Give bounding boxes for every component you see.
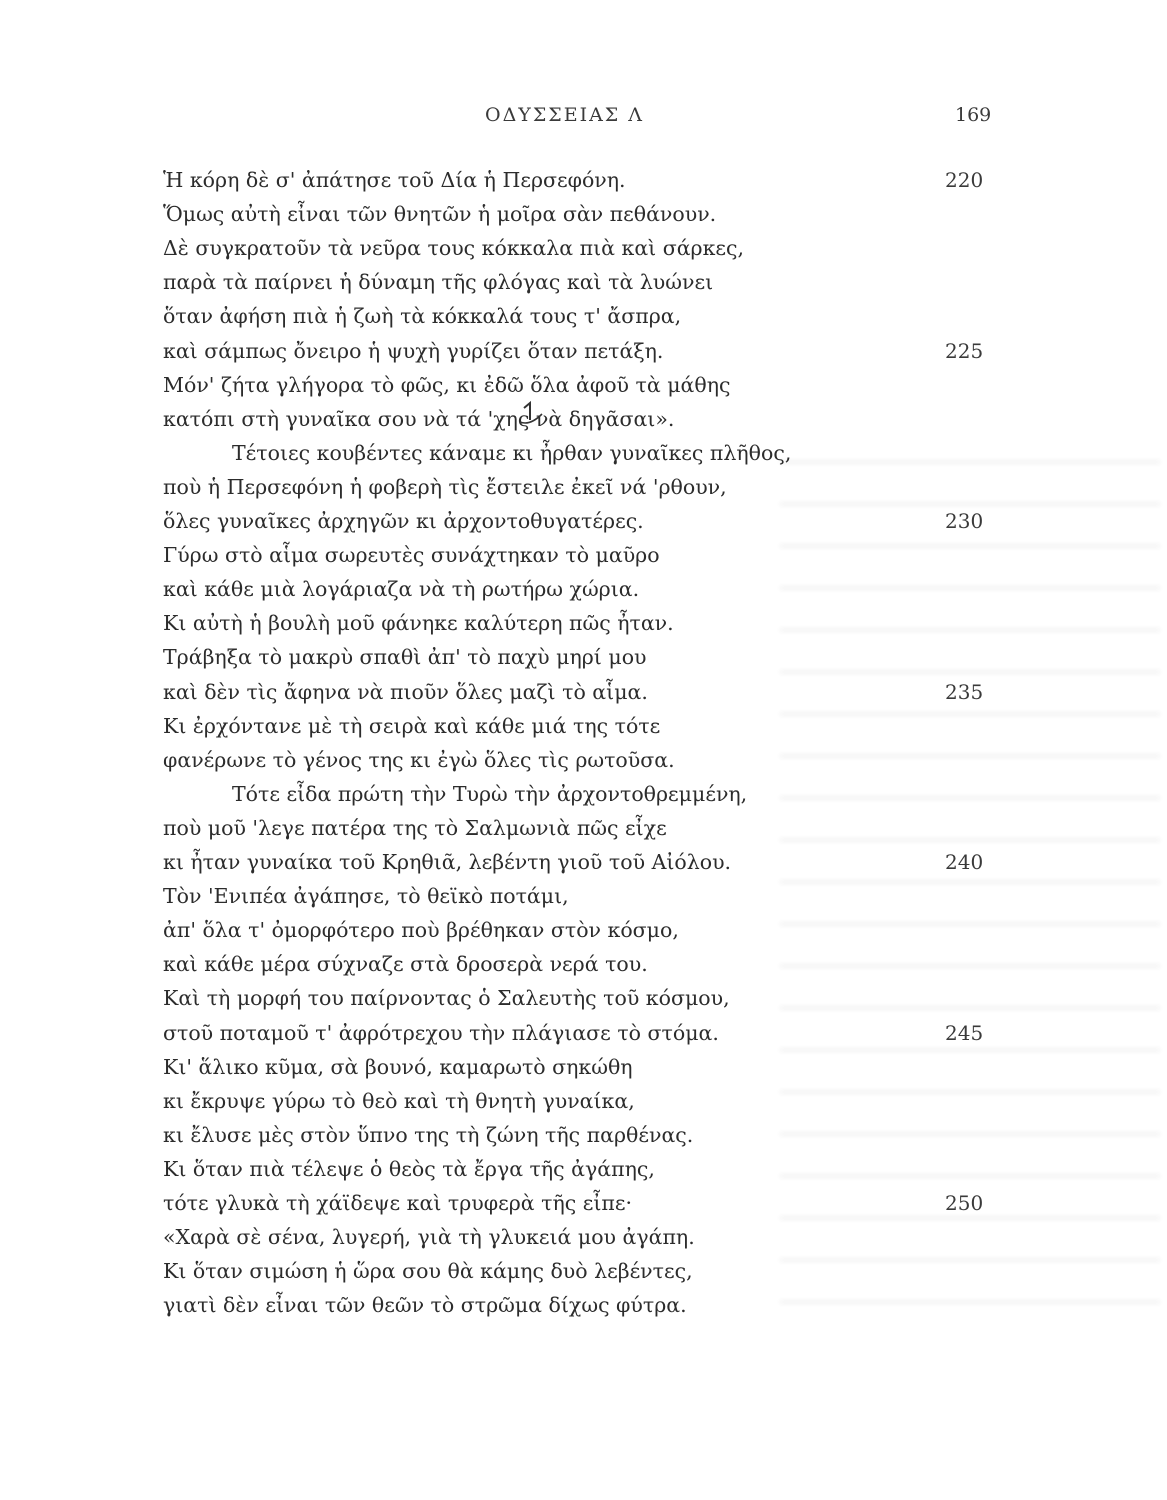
verse-line: κι ἔκρυψε γύρω τὸ θεὸ καὶ τὴ θνητὴ γυναίκα, bbox=[163, 1089, 635, 1113]
verse-line: Κι ἐρχόντανε μὲ τὴ σειρὰ καὶ κάθε μιά της τότε bbox=[163, 714, 661, 738]
verse-line: Κι ὅταν πιὰ τέλεψε ὁ θεὸς τὰ ἔργα τῆς ἀγάπης, bbox=[163, 1157, 655, 1181]
verse-line: Καὶ τὴ μορφή του παίρνοντας ὁ Σαλευτὴς τοῦ κόσμου, bbox=[163, 986, 730, 1010]
verse-line: Κι' ἅλικο κῦμα, σὰ βουνό, καμαρωτὸ σηκώθη bbox=[163, 1055, 633, 1079]
verse-line-number: 235 bbox=[945, 680, 984, 704]
verse-line: καὶ δὲν τὶς ἄφηνα νὰ πιοῦν ὅλες μαζὶ τὸ αἷμα. bbox=[163, 680, 648, 704]
verse-line: Τότε εἶδα πρώτη τὴν Τυρὼ τὴν ἀρχοντοθρεμμένη, bbox=[232, 782, 748, 806]
verse-line: Τράβηξα τὸ μακρὺ σπαθὶ ἀπ' τὸ παχὺ μηρί μου bbox=[163, 645, 647, 669]
verse-line: καὶ κάθε μέρα σύχναζε στὰ δροσερὰ νερά του. bbox=[163, 952, 648, 976]
verse-line: κατόπι στὴ γυναῖκα σου νὰ τά 'χης νὰ δηγᾶσαι». bbox=[163, 407, 675, 431]
verse-line-number: 225 bbox=[945, 339, 984, 363]
verse-line: Μόν' ζήτα γλήγορα τὸ φῶς, κι ἐδῶ ὅλα ἀφοῦ τὰ μάθης bbox=[163, 373, 731, 397]
verse-line: τότε γλυκὰ τὴ χάϊδεψε καὶ τρυφερὰ τῆς εἶπε· bbox=[163, 1191, 632, 1215]
verse-line: Ὅμως αὐτὴ εἶναι τῶν θνητῶν ἡ μοῖρα σὰν πεθάνουν. bbox=[163, 202, 717, 226]
verse-line: ποὺ ἡ Περσεφόνη ἡ φοβερὴ τὶς ἔστειλε ἐκεῖ νά 'ρθουν, bbox=[163, 475, 727, 499]
verse-line: Ἡ κόρη δὲ σ' ἀπάτησε τοῦ Δία ἡ Περσεφόνη. bbox=[163, 168, 626, 192]
verse-line: ὅταν ἀφήση πιὰ ἡ ζωὴ τὰ κόκκαλά τους τ' ἄσπρα, bbox=[163, 304, 682, 328]
handwritten-footnote-mark bbox=[518, 400, 544, 428]
page-number: 169 bbox=[955, 104, 992, 126]
verse-line: Τὸν 'Ενιπέα ἀγάπησε, τὸ θεϊκὸ ποτάμι, bbox=[163, 884, 569, 908]
verse-line-number: 240 bbox=[945, 850, 984, 874]
verse-line: κι ἔλυσε μὲς στὸν ὕπνο της τὴ ζώνη τῆς παρθένας. bbox=[163, 1123, 694, 1147]
verse-line: γιατὶ δὲν εἶναι τῶν θεῶν τὸ στρῶμα δίχως φύτρα. bbox=[163, 1293, 687, 1317]
verse-line: Κι αὐτὴ ἡ βουλὴ μοῦ φάνηκε καλύτερη πῶς ἦταν. bbox=[163, 611, 674, 635]
verse-line-number: 230 bbox=[945, 509, 984, 533]
verse-line: καὶ κάθε μιὰ λογάριαζα νὰ τὴ ρωτήρω χώρια. bbox=[163, 577, 640, 601]
verse-line: Τέτοιες κουβέντες κάναμε κι ἦρθαν γυναῖκες πλῆθος, bbox=[232, 441, 792, 465]
verse-line: «Χαρὰ σὲ σένα, λυγερή, γιὰ τὴ γλυκειά μου ἀγάπη. bbox=[163, 1225, 695, 1249]
verse-line-number: 245 bbox=[945, 1021, 984, 1045]
verse-line: Κι ὅταν σιμώση ἡ ὥρα σου θὰ κάμης δυὸ λεβέντες, bbox=[163, 1259, 693, 1283]
verse-line: κι ἦταν γυναίκα τοῦ Κρηθιᾶ, λεβέντη γιοῦ τοῦ Αἰόλου. bbox=[163, 850, 732, 874]
verse-line-number: 250 bbox=[945, 1191, 984, 1215]
verse-line-number: 220 bbox=[945, 168, 984, 192]
running-header-title: ΟΔΥΣΣΕΙΑΣ Λ bbox=[485, 104, 644, 126]
verse-line: ποὺ μοῦ 'λεγε πατέρα της τὸ Σαλμωνιὰ πῶς εἶχε bbox=[163, 816, 667, 840]
verse-line: Γύρω στὸ αἷμα σωρευτὲς συνάχτηκαν τὸ μαῦρο bbox=[163, 543, 660, 567]
verse-line: καὶ σάμπως ὄνειρο ἡ ψυχὴ γυρίζει ὅταν πετάξη. bbox=[163, 339, 664, 363]
verse-line: Δὲ συγκρατοῦν τὰ νεῦρα τους κόκκαλα πιὰ καὶ σάρκες, bbox=[163, 236, 745, 260]
verse-line: στοῦ ποταμοῦ τ' ἀφρότρεχου τὴν πλάγιασε τὸ στόμα. bbox=[163, 1021, 719, 1045]
verse-line: παρὰ τὰ παίρνει ἡ δύναμη τῆς φλόγας καὶ τὰ λυώνει bbox=[163, 270, 714, 294]
verse-line: ἀπ' ὅλα τ' ὀμορφότερο ποὺ βρέθηκαν στὸν κόσμο, bbox=[163, 918, 679, 942]
verse-line: φανέρωνε τὸ γένος της κι ἐγὼ ὅλες τὶς ρωτοῦσα. bbox=[163, 748, 675, 772]
verse-line: ὅλες γυναῖκες ἀρχηγῶν κι ἀρχοντοθυγατέρες. bbox=[163, 509, 644, 533]
